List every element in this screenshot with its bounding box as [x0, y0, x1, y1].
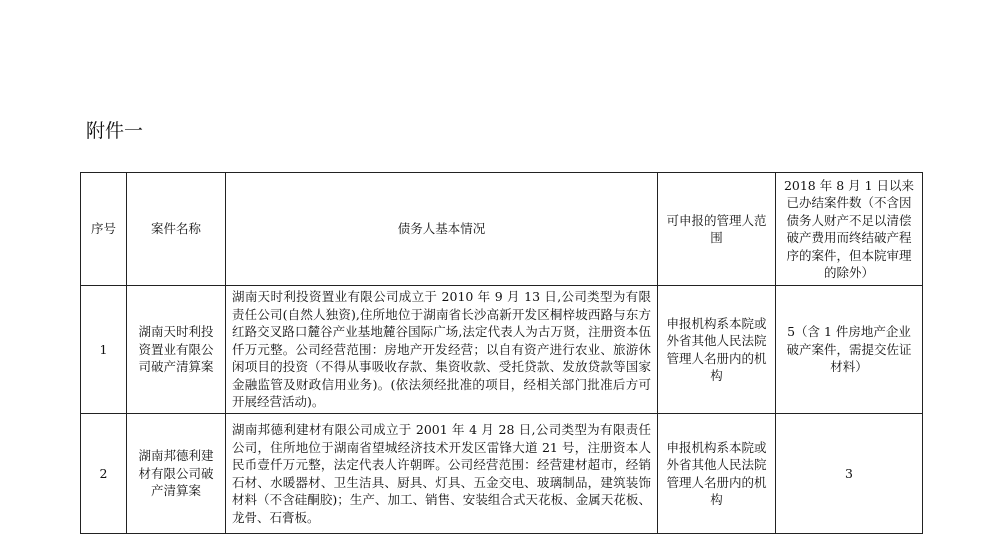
row-admin-scope: 申报机构系本院或外省其他人民法院管理人名册内的机构 [658, 414, 776, 534]
row-case-name: 湖南天时利投资置业有限公司破产清算案 [127, 286, 226, 414]
row-case-count: 5（含 1 件房地产企业破产案件，需提交佐证材料） [776, 286, 923, 414]
header-admin-scope: 可申报的管理人范围 [658, 173, 776, 286]
header-debtor-info: 债务人基本情况 [226, 173, 658, 286]
row-index: 2 [81, 414, 127, 534]
header-case-count: 2018 年 8 月 1 日以来已办结案件数（不含因债务人财产不足以清偿破产费用而终结破产程序的案件，但本院审理的除外） [776, 173, 923, 286]
row-debtor-info: 湖南邦德利建材有限公司成立于 2001 年 4 月 28 日,公司类型为有限责任公司，住所地位于湖南省望城经济技术开发区雷锋大道 21 号，注册资本人民币壹仟万元整，法定代表人许朝晖。公司经营范围：经营建材超市，经销石材、水暖器材、卫生洁具、厨具、灯具、五金交电、玻璃制品，建筑装饰材料（不含硅酮胶)；生产、加工、销售、安装组合式天花板、金属天花板、龙骨、石膏板。 [226, 414, 658, 534]
header-index: 序号 [81, 173, 127, 286]
row-admin-scope: 申报机构系本院或外省其他人民法院管理人名册内的机构 [658, 286, 776, 414]
row-case-name: 湖南邦德利建材有限公司破产清算案 [127, 414, 226, 534]
row-debtor-info: 湖南天时利投资置业有限公司成立于 2010 年 9 月 13 日,公司类型为有限责任公司(自然人独资),住所地位于湖南省长沙高新开发区桐梓坡西路与东方红路交叉路口麓谷产业基地麓谷国际广场,法定代表人为古万贤，注册资本伍仟万元整。公司经营范围：房地产开发经营；以自有资产进行农业、旅游休闲项目的投资（不得从事吸收存款、集资收款、受托贷款、发放贷款等国家金融监管及财政信用业务)。(依法须经批准的项目，经相关部门批准后方可开展经营活动)。 [226, 286, 658, 414]
table-row [81, 414, 923, 534]
table-header-row [81, 173, 923, 286]
row-case-count: 3 [776, 414, 923, 534]
attachment-title: 附件一 [86, 120, 144, 142]
case-table [80, 172, 923, 534]
header-case-name: 案件名称 [127, 173, 226, 286]
row-index: 1 [81, 286, 127, 414]
table-row [81, 286, 923, 414]
